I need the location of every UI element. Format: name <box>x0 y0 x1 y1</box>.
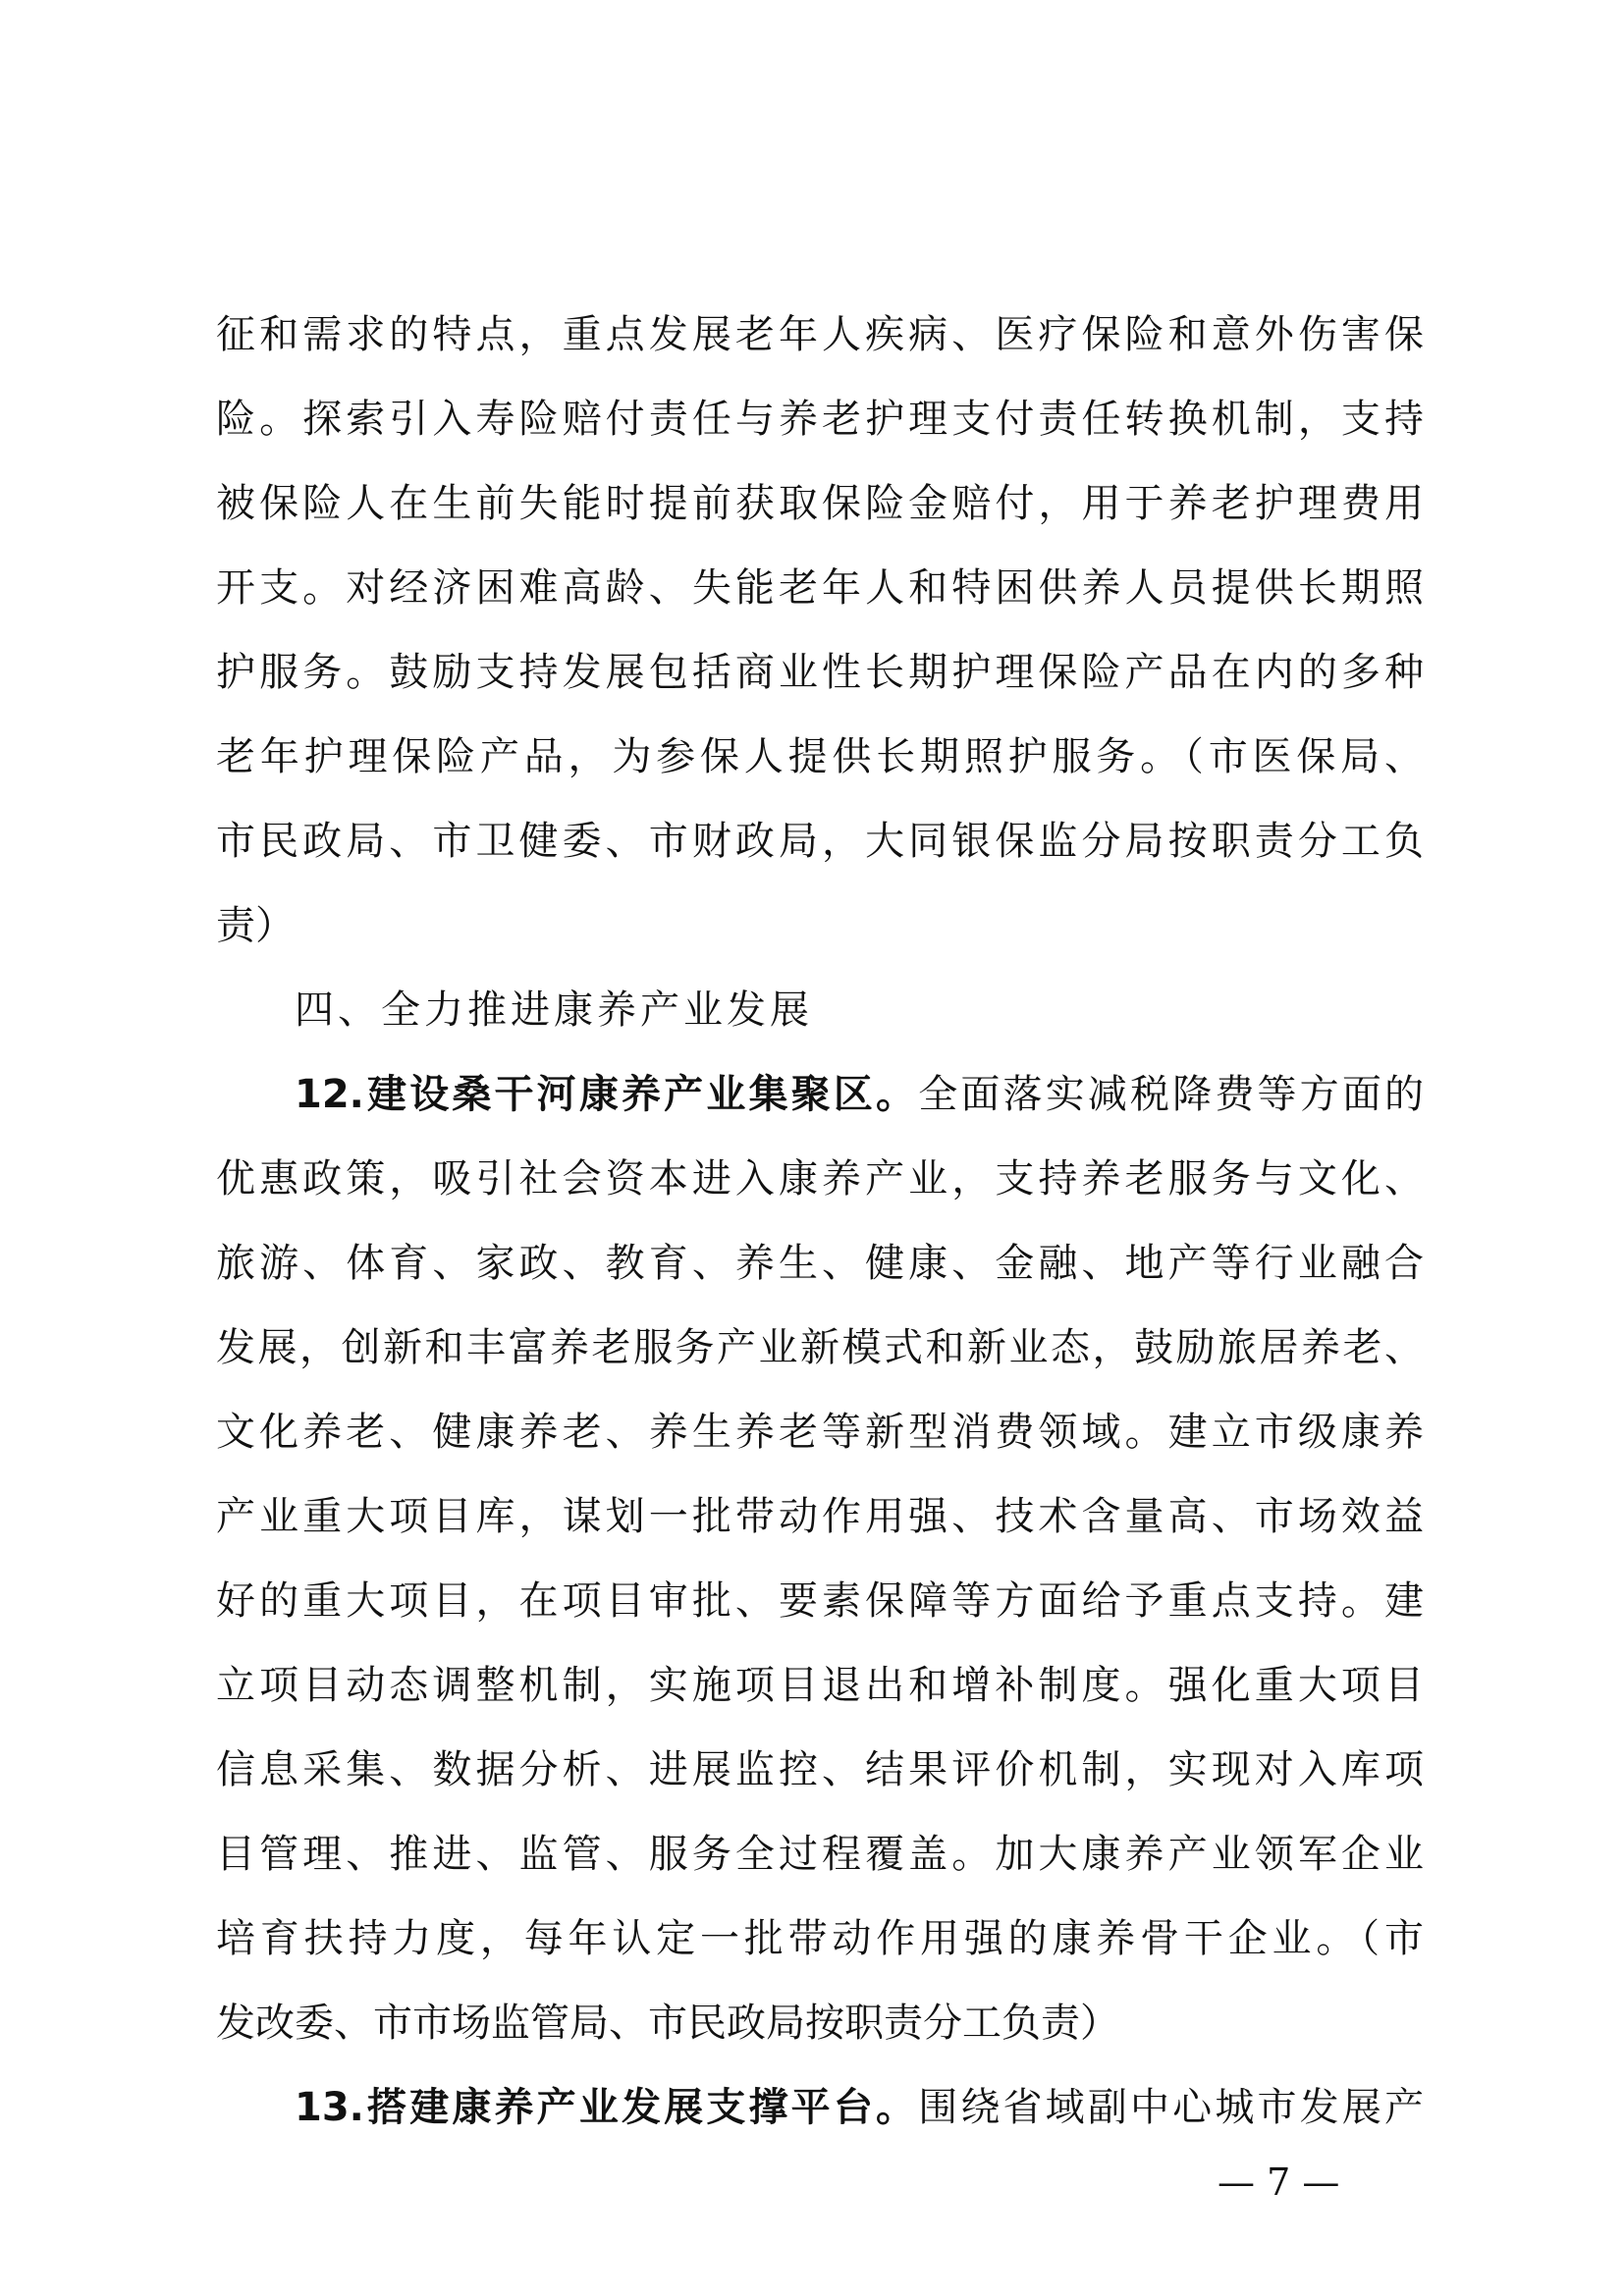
paragraph-line: 立项目动态调整机制，实施项目退出和增补制度。强化重大项目 <box>216 1663 1424 1708</box>
paragraph-line: 文化养老、健康养老、养生养老等新型消费领域。建立市级康养 <box>216 1410 1424 1455</box>
paragraph-line: 培育扶持力度，每年认定一批带动作用强的康养骨干企业。（市 <box>216 1916 1424 1961</box>
item13-first-line-text: 围绕省域副中心城市发展产 <box>918 2085 1425 2130</box>
item13-title: 13.搭建康养产业发展支撑平台。 <box>295 2085 919 2130</box>
paragraph-line: 旅游、体育、家政、教育、养生、健康、金融、地产等行业融合 <box>216 1241 1424 1286</box>
page-number: — 7 — <box>1218 2161 1340 2204</box>
item12-title: 12.建设桑干河康养产业集聚区。 <box>295 1072 919 1117</box>
paragraph-line: 信息采集、数据分析、进展监控、结果评价机制，实现对入库项 <box>216 1747 1424 1792</box>
paragraph-line: 发展，创新和丰富养老服务产业新模式和新业态，鼓励旅居养老、 <box>216 1325 1424 1370</box>
paragraph-line: 产业重大项目库，谋划一批带动作用强、技术含量高、市场效益 <box>216 1494 1424 1539</box>
paragraph-line: 目管理、推进、监管、服务全过程覆盖。加大康养产业领军企业 <box>216 1832 1424 1877</box>
paragraph-line: 优惠政策，吸引社会资本进入康养产业，支持养老服务与文化、 <box>216 1156 1424 1201</box>
paragraph-line: 开支。对经济困难高龄、失能老年人和特困供养人员提供长期照 <box>216 565 1424 611</box>
paragraph-line: 被保险人在生前失能时提前获取保险金赔付，用于养老护理费用 <box>216 481 1424 526</box>
paragraph-line: 护服务。鼓励支持发展包括商业性长期护理保险产品在内的多种 <box>216 650 1424 695</box>
item13-first-line <box>295 2081 1424 2134</box>
item12-first-line-text: 全面落实减税降费等方面的 <box>918 1072 1425 1117</box>
paragraph-line: 市民政局、市卫健委、市财政局，大同银保监分局按职责分工负 <box>216 819 1424 864</box>
paragraph-line: 好的重大项目，在项目审批、要素保障等方面给予重点支持。建 <box>216 1578 1424 1624</box>
paragraph-line: 征和需求的特点，重点发展老年人疾病、医疗保险和意外伤害保 <box>216 312 1424 357</box>
section-heading: 四、全力推进康养产业发展 <box>295 988 813 1033</box>
paragraph-line: 老年护理保险产品，为参保人提供长期照护服务。（市医保局、 <box>216 734 1424 779</box>
paragraph-line: 责） <box>216 903 295 948</box>
paragraph-line: 险。探索引入寿险赔付责任与养老护理支付责任转换机制，支持 <box>216 397 1424 442</box>
paragraph-line: 发改委、市市场监管局、市民政局按职责分工负责） <box>216 2001 1119 2046</box>
item12-first-line <box>295 1068 1424 1121</box>
